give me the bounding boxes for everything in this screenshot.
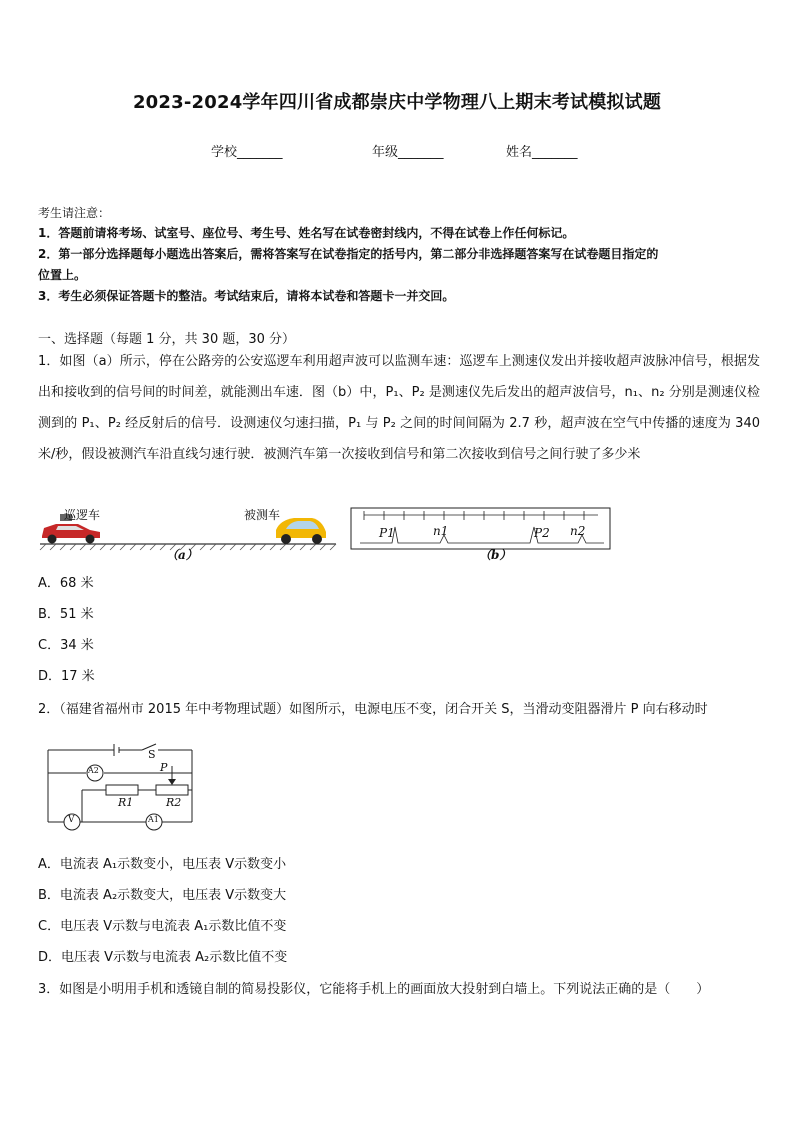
circuit-label-r2: R2 [166,796,182,809]
grade-field: 年级_______ [372,145,444,160]
question-2-text: 2．（福建省福州市 2015 年中考物理试题）如图所示，电源电压不变，闭合开关 S，当滑动变阻器滑片 P 向右移动时 [38,702,708,717]
notice-item-2-cont: 位置上。 [38,268,87,282]
page-title: 2023-2024学年四川省成都崇庆中学物理八上期末考试模拟试题 [132,92,662,113]
notice-item-1: 1．答题前请将考场、试室号、座位号、考生号、姓名写在试卷密封线内，不得在试卷上作任何标记。 [38,226,575,240]
target-car-label: 被测车 [244,508,281,522]
fig-b-p2: P2 [534,526,550,540]
circuit-label-a1: A1 [148,815,159,824]
circuit-label-s: S [148,748,156,761]
circuit-label-v: V [68,815,75,825]
fig-b-n2: n2 [570,524,586,538]
section-heading: 一、选择题（每题 1 分，共 30 题，30 分） [38,332,296,347]
patrol-car-label: 巡逻车 [64,508,101,522]
notice-item-2: 2．第一部分选择题每小题选出答案后，需将答案写在试卷指定的括号内，第二部分非选择题答案写在试卷题目指定的 [38,247,659,261]
circuit-diagram [42,738,202,832]
circuit-label-a2: A2 [88,766,99,775]
notice-item-3: 3．考生必须保证答题卡的整洁。考试结束后，请将本试卷和答题卡一并交回。 [38,289,455,303]
circuit-label-r1: R1 [118,796,134,809]
name-field: 姓名_______ [506,145,578,160]
q2-option-b: B．电流表 A₂示数变大，电压表 V示数变大 [38,888,287,903]
fig-b-p1: P1 [379,526,395,540]
figure-b-caption: （b） [479,548,512,562]
notice-heading: 考生请注意： [38,206,111,220]
question-3-text: 3．如图是小明用手机和透镜自制的简易投影仪，它能将手机上的画面放大投射到白墙上。下列说法正确的是（ ） [38,982,710,997]
q2-option-d: D．电压表 V示数与电流表 A₂示数比值不变 [38,950,288,965]
q1-option-d: D．17 米 [38,669,95,684]
figure-a-caption: （a） [166,548,198,562]
school-field: 学校_______ [211,145,283,160]
circuit-label-p: P [160,761,168,774]
question-1-text: 1．如图（a）所示，停在公路旁的公安巡逻车利用超声波可以监测车速：巡逻车上测速仪发出并接收超声波脉冲信号，根据发出和接收到的信号间的时间差，就能测出车速．图（b）中，P₁、P₂ 是测速仪先后发出的超声波信号，n₁、n₂ 分别是测速仪检测到的 P₁、P₂ 经反射后的信号．设测速仪匀速扫描，P₁ 与 P₂ 之间的时间间隔为 2.7 秒，超声波在空气中传播的速度为 340 米/秒，假设被测汽车沿直线匀速行驶．被测汽车第一次接收到信号和第二次接收到信号之间行驶了多少米 [38,354,760,462]
q2-option-a: A．电流表 A₁示数变小，电压表 V示数变小 [38,857,287,872]
q1-option-c: C．34 米 [38,638,94,653]
fig-b-n1: n1 [433,524,449,538]
q1-option-a: A．68 米 [38,576,94,591]
q2-option-c: C．电压表 V示数与电流表 A₁示数比值不变 [38,919,287,934]
q1-option-b: B．51 米 [38,607,94,622]
target-car-icon [276,518,326,544]
